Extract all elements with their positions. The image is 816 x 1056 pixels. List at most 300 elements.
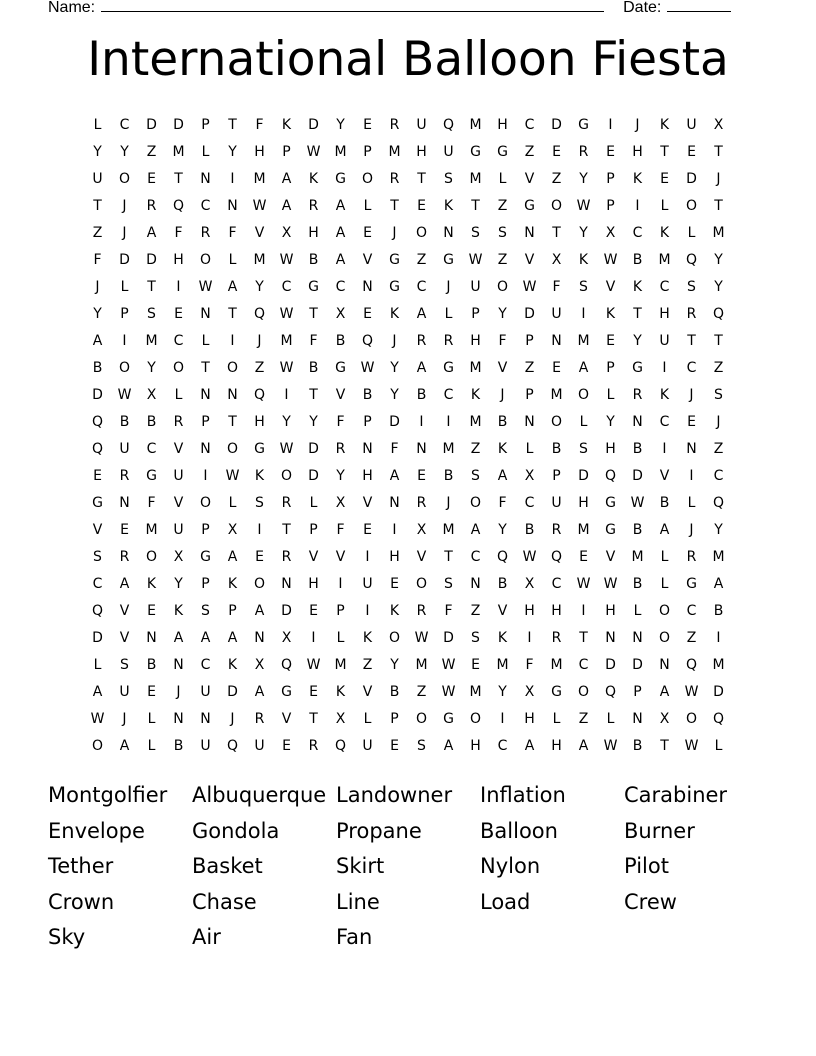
grid-letter[interactable]: J: [122, 224, 127, 241]
grid-letter[interactable]: E: [660, 170, 669, 187]
grid-letter[interactable]: N: [362, 278, 373, 295]
grid-letter[interactable]: C: [659, 413, 670, 430]
grid-letter[interactable]: G: [92, 494, 103, 511]
grid-letter[interactable]: B: [389, 683, 400, 700]
grid-letter[interactable]: D: [551, 116, 562, 133]
name-blank-line[interactable]: [101, 0, 604, 12]
grid-letter[interactable]: B: [173, 737, 184, 754]
grid-letter[interactable]: C: [119, 116, 130, 133]
grid-letter[interactable]: T: [309, 305, 318, 322]
grid-letter[interactable]: D: [524, 305, 535, 322]
grid-letter[interactable]: Y: [255, 278, 264, 295]
grid-letter[interactable]: H: [524, 710, 535, 727]
grid-letter[interactable]: I: [230, 332, 235, 349]
grid-letter[interactable]: U: [119, 683, 130, 700]
grid-letter[interactable]: B: [308, 251, 319, 268]
grid-letter[interactable]: K: [335, 683, 346, 700]
grid-letter[interactable]: Z: [713, 440, 724, 457]
grid-letter[interactable]: W: [279, 359, 294, 376]
grid-letter[interactable]: F: [93, 251, 102, 268]
grid-letter[interactable]: R: [551, 629, 562, 646]
grid-letter[interactable]: N: [443, 224, 454, 241]
grid-letter[interactable]: W: [630, 494, 645, 511]
grid-letter[interactable]: S: [579, 278, 588, 295]
grid-letter[interactable]: A: [119, 575, 130, 592]
grid-letter[interactable]: U: [119, 440, 130, 457]
grid-letter[interactable]: S: [444, 575, 453, 592]
grid-letter[interactable]: V: [524, 251, 535, 268]
grid-letter[interactable]: T: [228, 116, 237, 133]
grid-letter[interactable]: T: [174, 170, 183, 187]
grid-letter[interactable]: K: [362, 629, 373, 646]
grid-letter[interactable]: L: [660, 575, 669, 592]
grid-letter[interactable]: H: [551, 602, 562, 619]
grid-letter[interactable]: B: [632, 737, 643, 754]
grid-letter[interactable]: K: [659, 386, 670, 403]
grid-letter[interactable]: A: [578, 737, 589, 754]
grid-letter[interactable]: V: [362, 494, 373, 511]
grid-letter[interactable]: P: [201, 575, 210, 592]
grid-letter[interactable]: A: [659, 521, 670, 538]
grid-letter[interactable]: M: [145, 521, 158, 538]
grid-letter[interactable]: H: [497, 116, 508, 133]
grid-letter[interactable]: A: [470, 521, 481, 538]
grid-letter[interactable]: W: [90, 710, 105, 727]
grid-letter[interactable]: U: [659, 332, 670, 349]
grid-letter[interactable]: U: [551, 305, 562, 322]
grid-letter[interactable]: E: [417, 197, 426, 214]
grid-letter[interactable]: Y: [579, 170, 588, 187]
grid-letter[interactable]: R: [416, 494, 427, 511]
grid-letter[interactable]: B: [632, 521, 643, 538]
grid-letter[interactable]: O: [550, 197, 563, 214]
grid-letter[interactable]: U: [173, 521, 184, 538]
grid-letter[interactable]: V: [362, 683, 373, 700]
grid-letter[interactable]: U: [443, 143, 454, 160]
grid-letter[interactable]: A: [200, 629, 211, 646]
grid-letter[interactable]: A: [659, 683, 670, 700]
grid-letter[interactable]: G: [389, 278, 400, 295]
grid-letter[interactable]: M: [145, 332, 158, 349]
grid-letter[interactable]: O: [91, 737, 104, 754]
grid-letter[interactable]: B: [497, 575, 508, 592]
grid-letter[interactable]: Y: [174, 575, 183, 592]
grid-letter[interactable]: Q: [253, 305, 266, 322]
grid-letter[interactable]: J: [689, 386, 694, 403]
grid-letter[interactable]: A: [524, 737, 535, 754]
grid-letter[interactable]: W: [225, 467, 240, 484]
grid-letter[interactable]: W: [279, 251, 294, 268]
grid-letter[interactable]: V: [497, 359, 508, 376]
grid-letter[interactable]: O: [226, 440, 239, 457]
grid-letter[interactable]: F: [498, 332, 507, 349]
grid-letter[interactable]: I: [581, 602, 586, 619]
grid-letter[interactable]: I: [203, 467, 208, 484]
grid-letter[interactable]: W: [360, 359, 375, 376]
grid-letter[interactable]: Q: [91, 440, 104, 457]
grid-letter[interactable]: M: [469, 683, 482, 700]
grid-letter[interactable]: T: [714, 143, 723, 160]
grid-letter[interactable]: C: [524, 494, 535, 511]
grid-letter[interactable]: J: [446, 278, 451, 295]
grid-letter[interactable]: F: [228, 224, 237, 241]
grid-letter[interactable]: E: [363, 224, 372, 241]
grid-letter[interactable]: K: [470, 386, 481, 403]
grid-letter[interactable]: O: [199, 251, 212, 268]
grid-letter[interactable]: T: [687, 332, 696, 349]
grid-letter[interactable]: K: [497, 629, 508, 646]
grid-letter[interactable]: T: [201, 359, 210, 376]
grid-letter[interactable]: R: [416, 602, 427, 619]
grid-letter[interactable]: F: [255, 116, 264, 133]
grid-letter[interactable]: P: [525, 332, 534, 349]
grid-letter[interactable]: X: [551, 251, 562, 268]
grid-letter[interactable]: V: [335, 548, 346, 565]
grid-letter[interactable]: M: [442, 440, 455, 457]
grid-letter[interactable]: H: [254, 143, 265, 160]
grid-letter[interactable]: R: [578, 143, 589, 160]
grid-letter[interactable]: L: [363, 710, 372, 727]
grid-letter[interactable]: C: [470, 548, 481, 565]
grid-letter[interactable]: G: [578, 116, 589, 133]
grid-letter[interactable]: K: [659, 224, 670, 241]
grid-letter[interactable]: U: [92, 170, 103, 187]
grid-letter[interactable]: Q: [712, 494, 725, 511]
grid-letter[interactable]: G: [605, 521, 616, 538]
grid-letter[interactable]: A: [227, 548, 238, 565]
grid-letter[interactable]: J: [392, 224, 397, 241]
grid-letter[interactable]: M: [658, 251, 671, 268]
grid-letter[interactable]: P: [552, 467, 561, 484]
grid-letter[interactable]: H: [362, 467, 373, 484]
grid-letter[interactable]: Q: [712, 710, 725, 727]
grid-letter[interactable]: E: [363, 305, 372, 322]
grid-letter[interactable]: O: [658, 602, 671, 619]
grid-letter[interactable]: J: [122, 197, 127, 214]
grid-letter[interactable]: O: [145, 548, 158, 565]
grid-letter[interactable]: K: [227, 575, 238, 592]
grid-letter[interactable]: W: [441, 656, 456, 673]
grid-letter[interactable]: P: [336, 602, 345, 619]
grid-letter[interactable]: Z: [524, 359, 535, 376]
grid-letter[interactable]: Q: [604, 467, 617, 484]
grid-letter[interactable]: D: [713, 683, 724, 700]
grid-letter[interactable]: G: [470, 143, 481, 160]
grid-letter[interactable]: J: [689, 521, 694, 538]
grid-letter[interactable]: H: [173, 251, 184, 268]
grid-letter[interactable]: Y: [498, 683, 507, 700]
grid-letter[interactable]: C: [659, 278, 670, 295]
grid-letter[interactable]: P: [309, 521, 318, 538]
grid-letter[interactable]: E: [606, 332, 615, 349]
grid-letter[interactable]: L: [147, 710, 156, 727]
grid-letter[interactable]: N: [173, 656, 184, 673]
grid-letter[interactable]: U: [686, 116, 697, 133]
grid-letter[interactable]: W: [198, 278, 213, 295]
grid-letter[interactable]: Q: [604, 683, 617, 700]
grid-letter[interactable]: A: [713, 575, 724, 592]
grid-letter[interactable]: O: [361, 170, 374, 187]
grid-letter[interactable]: A: [335, 251, 346, 268]
grid-letter[interactable]: Y: [336, 116, 345, 133]
grid-letter[interactable]: N: [227, 386, 238, 403]
grid-letter[interactable]: Z: [470, 602, 481, 619]
grid-letter[interactable]: S: [120, 656, 129, 673]
grid-letter[interactable]: N: [200, 710, 211, 727]
grid-letter[interactable]: U: [173, 467, 184, 484]
grid-letter[interactable]: N: [389, 494, 400, 511]
grid-letter[interactable]: M: [415, 656, 428, 673]
grid-letter[interactable]: T: [552, 224, 561, 241]
grid-letter[interactable]: W: [252, 197, 267, 214]
grid-letter[interactable]: T: [714, 332, 723, 349]
grid-letter[interactable]: O: [415, 710, 428, 727]
grid-letter[interactable]: L: [714, 737, 723, 754]
grid-letter[interactable]: X: [605, 224, 616, 241]
grid-letter[interactable]: A: [497, 467, 508, 484]
grid-letter[interactable]: J: [392, 332, 397, 349]
grid-letter[interactable]: W: [684, 737, 699, 754]
grid-letter[interactable]: E: [390, 737, 399, 754]
grid-letter[interactable]: E: [282, 737, 291, 754]
grid-letter[interactable]: D: [308, 440, 319, 457]
grid-letter[interactable]: A: [578, 359, 589, 376]
grid-letter[interactable]: I: [284, 386, 289, 403]
grid-letter[interactable]: H: [389, 548, 400, 565]
grid-letter[interactable]: H: [659, 305, 670, 322]
grid-letter[interactable]: L: [606, 386, 615, 403]
grid-letter[interactable]: C: [281, 278, 292, 295]
grid-letter[interactable]: C: [443, 386, 454, 403]
grid-letter[interactable]: A: [227, 278, 238, 295]
grid-letter[interactable]: J: [122, 710, 127, 727]
grid-letter[interactable]: K: [632, 278, 643, 295]
grid-letter[interactable]: N: [119, 494, 130, 511]
grid-letter[interactable]: O: [118, 359, 131, 376]
grid-letter[interactable]: I: [527, 629, 532, 646]
grid-letter[interactable]: Z: [92, 224, 103, 241]
grid-letter[interactable]: G: [308, 278, 319, 295]
grid-letter[interactable]: B: [632, 575, 643, 592]
grid-letter[interactable]: R: [686, 305, 697, 322]
grid-letter[interactable]: Y: [498, 521, 507, 538]
grid-letter[interactable]: N: [686, 440, 697, 457]
grid-letter[interactable]: I: [581, 305, 586, 322]
grid-letter[interactable]: I: [689, 467, 694, 484]
grid-letter[interactable]: V: [497, 602, 508, 619]
grid-letter[interactable]: E: [255, 548, 264, 565]
grid-letter[interactable]: D: [389, 413, 400, 430]
grid-letter[interactable]: J: [257, 332, 262, 349]
grid-letter[interactable]: T: [390, 197, 399, 214]
grid-letter[interactable]: A: [92, 683, 103, 700]
grid-letter[interactable]: P: [120, 305, 129, 322]
grid-letter[interactable]: R: [308, 737, 319, 754]
grid-letter[interactable]: A: [281, 197, 292, 214]
grid-letter[interactable]: G: [605, 494, 616, 511]
grid-letter[interactable]: O: [469, 494, 482, 511]
grid-letter[interactable]: V: [524, 170, 535, 187]
grid-letter[interactable]: W: [576, 197, 591, 214]
grid-letter[interactable]: M: [496, 656, 509, 673]
grid-letter[interactable]: O: [685, 710, 698, 727]
grid-letter[interactable]: T: [309, 710, 318, 727]
grid-letter[interactable]: B: [119, 413, 130, 430]
grid-letter[interactable]: A: [92, 332, 103, 349]
grid-letter[interactable]: X: [281, 629, 292, 646]
grid-letter[interactable]: I: [311, 629, 316, 646]
grid-letter[interactable]: I: [257, 521, 262, 538]
grid-letter[interactable]: G: [686, 575, 697, 592]
grid-letter[interactable]: F: [309, 332, 318, 349]
grid-letter[interactable]: M: [253, 251, 266, 268]
grid-letter[interactable]: R: [551, 521, 562, 538]
grid-letter[interactable]: L: [120, 278, 129, 295]
grid-letter[interactable]: P: [390, 710, 399, 727]
grid-letter[interactable]: C: [497, 737, 508, 754]
grid-letter[interactable]: B: [443, 467, 454, 484]
grid-letter[interactable]: R: [416, 332, 427, 349]
grid-letter[interactable]: X: [524, 683, 535, 700]
grid-letter[interactable]: I: [635, 197, 640, 214]
grid-letter[interactable]: O: [658, 629, 671, 646]
grid-letter[interactable]: M: [469, 116, 482, 133]
grid-letter[interactable]: Y: [714, 278, 723, 295]
grid-letter[interactable]: K: [146, 575, 157, 592]
grid-letter[interactable]: J: [230, 710, 235, 727]
grid-letter[interactable]: D: [308, 467, 319, 484]
grid-letter[interactable]: M: [550, 386, 563, 403]
grid-letter[interactable]: O: [226, 359, 239, 376]
grid-letter[interactable]: N: [200, 305, 211, 322]
grid-letter[interactable]: F: [498, 494, 507, 511]
grid-letter[interactable]: A: [443, 737, 454, 754]
grid-letter[interactable]: T: [579, 629, 588, 646]
grid-letter[interactable]: A: [335, 224, 346, 241]
grid-letter[interactable]: E: [579, 548, 588, 565]
grid-letter[interactable]: V: [92, 521, 103, 538]
grid-letter[interactable]: I: [365, 602, 370, 619]
grid-letter[interactable]: Q: [226, 737, 239, 754]
grid-letter[interactable]: N: [605, 629, 616, 646]
grid-letter[interactable]: R: [443, 332, 454, 349]
grid-letter[interactable]: Y: [498, 305, 507, 322]
grid-letter[interactable]: Y: [282, 413, 291, 430]
grid-letter[interactable]: T: [444, 548, 453, 565]
grid-letter[interactable]: R: [119, 467, 130, 484]
grid-letter[interactable]: V: [335, 386, 346, 403]
grid-letter[interactable]: R: [308, 197, 319, 214]
grid-letter[interactable]: D: [281, 602, 292, 619]
grid-letter[interactable]: Q: [172, 197, 185, 214]
grid-letter[interactable]: D: [686, 170, 697, 187]
grid-letter[interactable]: X: [146, 386, 157, 403]
grid-letter[interactable]: Q: [280, 656, 293, 673]
grid-letter[interactable]: T: [147, 278, 156, 295]
grid-letter[interactable]: N: [200, 440, 211, 457]
grid-letter[interactable]: C: [551, 575, 562, 592]
grid-letter[interactable]: M: [469, 359, 482, 376]
grid-letter[interactable]: H: [578, 494, 589, 511]
grid-letter[interactable]: M: [631, 548, 644, 565]
grid-letter[interactable]: O: [550, 413, 563, 430]
grid-letter[interactable]: M: [442, 521, 455, 538]
grid-letter[interactable]: G: [443, 710, 454, 727]
grid-letter[interactable]: J: [500, 386, 505, 403]
grid-letter[interactable]: E: [417, 467, 426, 484]
grid-letter[interactable]: Q: [334, 737, 347, 754]
grid-letter[interactable]: Z: [254, 359, 265, 376]
grid-letter[interactable]: F: [336, 521, 345, 538]
grid-letter[interactable]: N: [227, 197, 238, 214]
grid-letter[interactable]: W: [684, 683, 699, 700]
grid-letter[interactable]: E: [147, 602, 156, 619]
grid-letter[interactable]: X: [416, 521, 427, 538]
grid-letter[interactable]: J: [716, 170, 721, 187]
grid-letter[interactable]: I: [230, 170, 235, 187]
grid-letter[interactable]: O: [577, 386, 590, 403]
grid-letter[interactable]: F: [444, 602, 453, 619]
grid-letter[interactable]: D: [578, 467, 589, 484]
grid-letter[interactable]: V: [254, 224, 265, 241]
grid-letter[interactable]: Y: [228, 143, 237, 160]
grid-letter[interactable]: R: [686, 548, 697, 565]
grid-letter[interactable]: O: [280, 467, 293, 484]
grid-letter[interactable]: G: [497, 143, 508, 160]
grid-letter[interactable]: V: [119, 629, 130, 646]
grid-letter[interactable]: E: [309, 683, 318, 700]
grid-letter[interactable]: X: [281, 224, 292, 241]
grid-letter[interactable]: F: [525, 656, 534, 673]
grid-letter[interactable]: K: [389, 602, 400, 619]
grid-letter[interactable]: Q: [685, 656, 698, 673]
grid-letter[interactable]: P: [633, 683, 642, 700]
grid-letter[interactable]: K: [227, 656, 238, 673]
grid-letter[interactable]: P: [201, 521, 210, 538]
grid-letter[interactable]: L: [633, 602, 642, 619]
grid-letter[interactable]: E: [471, 656, 480, 673]
grid-letter[interactable]: S: [471, 224, 480, 241]
grid-letter[interactable]: E: [147, 170, 156, 187]
grid-letter[interactable]: H: [254, 413, 265, 430]
grid-letter[interactable]: O: [199, 494, 212, 511]
grid-letter[interactable]: C: [173, 332, 184, 349]
grid-letter[interactable]: P: [363, 143, 372, 160]
grid-letter[interactable]: Z: [686, 629, 697, 646]
grid-letter[interactable]: S: [579, 440, 588, 457]
grid-letter[interactable]: J: [635, 116, 640, 133]
grid-letter[interactable]: V: [659, 467, 670, 484]
grid-letter[interactable]: L: [606, 710, 615, 727]
grid-letter[interactable]: H: [416, 143, 427, 160]
grid-letter[interactable]: N: [416, 440, 427, 457]
grid-letter[interactable]: E: [93, 467, 102, 484]
grid-letter[interactable]: M: [712, 224, 725, 241]
grid-letter[interactable]: M: [712, 548, 725, 565]
grid-letter[interactable]: W: [468, 251, 483, 268]
grid-letter[interactable]: S: [255, 494, 264, 511]
grid-letter[interactable]: S: [471, 629, 480, 646]
grid-letter[interactable]: N: [470, 575, 481, 592]
grid-letter[interactable]: U: [551, 494, 562, 511]
grid-letter[interactable]: T: [228, 413, 237, 430]
grid-letter[interactable]: Z: [416, 251, 427, 268]
grid-letter[interactable]: K: [605, 305, 616, 322]
grid-letter[interactable]: W: [117, 386, 132, 403]
grid-letter[interactable]: L: [228, 494, 237, 511]
grid-letter[interactable]: A: [389, 467, 400, 484]
grid-letter[interactable]: X: [335, 494, 346, 511]
